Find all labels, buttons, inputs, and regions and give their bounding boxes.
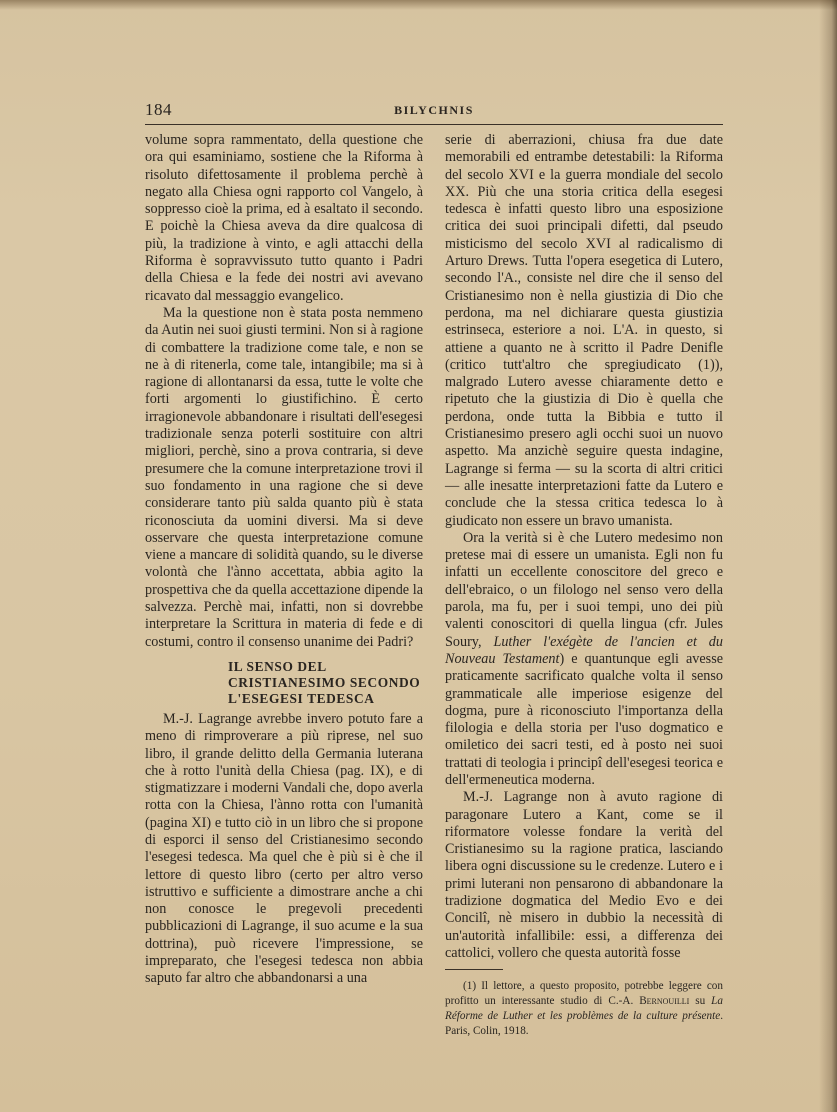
footnote: [445, 979, 723, 1039]
footnote-rule: [445, 969, 503, 970]
running-title: BILYCHNIS: [394, 103, 474, 117]
footnote-author: C.-A. Bernouilli: [608, 995, 690, 1008]
right-paragraph-2-text: Ora la verità si è che Lutero medesimo non pretese mai di essere un umanista. Egli non fu infatti un eccellente conoscitore del greco e dell'ebraico, o un filologo nel senso vero della parola, ma fu, per i suoi tempi, uno dei più valenti conoscitori di quella lingua (cfr. Jules Soury,: [445, 529, 723, 650]
left-paragraph-1: volume sopra rammentato, della questione che ora qui esaminiamo, sostiene che la Riforma à risoluto difettosamente il problema perchè à negato alla Chiesa ogni rapporto col Vangelo, à soppresso cioè la prima, ed à esaltato il secondo. E poichè la Chiesa aveva da dire qualcosa di più, la tradizione à vinto, e agli attacchi della Riforma è sopravvissuto tutto quanto i Padri della Chiesa e la fede dei nostri avi avevano ricavato dal messaggio evangelico.: [145, 132, 423, 304]
footnote-publisher: . Paris, Colin, 1918.: [445, 1010, 723, 1038]
page-header: [145, 100, 723, 124]
left-paragraph-2: Ma la questione non è stata posta nemmeno da Autin nei suoi giusti termini. Non si à ragione di combattere la tradizione come tale, e non se ne à di ritenerla, come tale, intangibile; ma si à ragione di allontanarsi da essa, tutte le volte che forti argomenti lo giustifichino. È certo irragionevole abbandonare i risultati dell'esegesi tradizionale senza poterli sostituire con altri migliori, perchè, sino a prova contraria, si deve presumere che la comune interpretazione trovi il suo fondamento in una ragione che si deve considerare tanto più salda quanto più è stata riconosciuta da uomini diversi. Ma si deve osservare che questa interpretazione comune viene a mancare di solidità quando, su le diverse volontà che l'ànno accettata, abbia agito la prospettiva che da quella accettazione dipende la salvezza. Perchè mai, infatti, non si dovrebbe interpretare la Scrittura in materia di fede e di costumi, contro il consenso unanime dei Padri?: [145, 304, 423, 650]
section-heading: IL SENSO DEL CRISTIANESIMO SECONDO L'ESEGESI TEDESCA: [228, 658, 421, 706]
right-paragraph-3: M.-J. Lagrange non à avuto ragione di paragonare Lutero a Kant, come se il riformatore volesse fondare la verità del Cristianesimo su la ragione pratica, lasciando libera ogni discussione su le credenze. Lutero e i primi luterani non pensarono di abbandonare la tradizione dogmatica del Medio Evo e dei Concilî, nè misero in dubbio la necessità di un'autorità infallibile: essi, a differenza dei cattolici, vollero che questa autorità fosse: [445, 789, 723, 961]
header-rule: [145, 124, 723, 125]
soury-book-title: Luther l'exégète de l'ancien et du Nouveau Testament: [445, 633, 723, 667]
left-column: [145, 132, 423, 988]
right-paragraph-1: serie di aberrazioni, chiusa fra due date memorabili ed entrambe detestabili: la Riforma del secolo XVI e la guerra mondiale del secolo XX. Più che una storia critica della esegesi tedesca è infatti questo libro una esposizione critica dei suoi principali difetti, dal pseudo misticismo del secolo XVI al radicalismo di Arturo Drews. Tutta l'opera esegetica di Lutero, secondo l'A., consiste nel dire che il senso del Cristianesimo non è nella giustizia di Dio che perdona, ma nel dichiarare questa giustizia estrinseca, esteriore a noi. L'A. in questo, si attiene a quanto ne à scritto il Padre Denifle (critico tutt'altro che spregiudicato (1)), malgrado Lutero avesse chiaramente detto e ripetuto che la giustizia di Dio è quella che perdona, onde tutta la Bibbia e tutto il Cristianesimo presero agli occhi suoi un nuovo aspetto. Ma anzichè seguire questa indagine, Lagrange si ferma — su la scorta di altri critici — alle inesatte interpretazioni fatte da Lutero e conclude che la stessa critica tedesca lo à giudicato non essere un bravo umanista.: [445, 132, 723, 529]
page-binding-shadow: [819, 0, 837, 1112]
right-column: [445, 132, 723, 1039]
right-paragraph-2-cont: ) e quantunque egli avesse praticamente sacrificato qualche volta il senso grammaticale alle imperiose esigenze del dogma, pure à riconosciuto l'importanza della filologia e della storia per l'uso dogmatico e omiletico dei sacri testi, ed à posto nei suoi trattati di teologia i principî dell'esegesi teorica e dell'ermeneutica moderna.: [445, 650, 724, 788]
footnote-text: (1) Il lettore, a questo proposito, potrebbe leggere con profitto un interessante studio di: [445, 980, 723, 1008]
page-number: 184: [145, 100, 172, 119]
right-paragraph-2: [445, 530, 723, 789]
footnote-work-title: La Réforme de Luther et les problèmes de la culture présente: [445, 995, 723, 1023]
footnote-su: su: [689, 995, 712, 1008]
left-paragraph-3: M.-J. Lagrange avrebbe invero potuto fare a meno di rimproverare a più riprese, nel suo libro, il grande delitto della Germania luterana che à rotto l'unità della Chiesa (pag. IX), e di stigmatizzare i moderni Vandali che, dopo averla rotta con la Chiesa, l'ànno rotta con l'umanità (pagina XI) e tutto ciò in un libro che si propone di esporci il senso del Cristianesimo secondo l'esegesi tedesca. Ma quel che è più si è che il lettore di questo libro (certo per altro verso istruttivo e sufficiente a dimostrare anche a chi non conosce le pregevoli precedenti pubblicazioni di Lagrange, il suo acume e la sua dottrina), può ricevere l'impressione, se impreparato, che l'esegesi tedesca non abbia saputo far altro che abbandonarsi a una: [145, 710, 423, 987]
page-top-edge: [0, 0, 837, 10]
